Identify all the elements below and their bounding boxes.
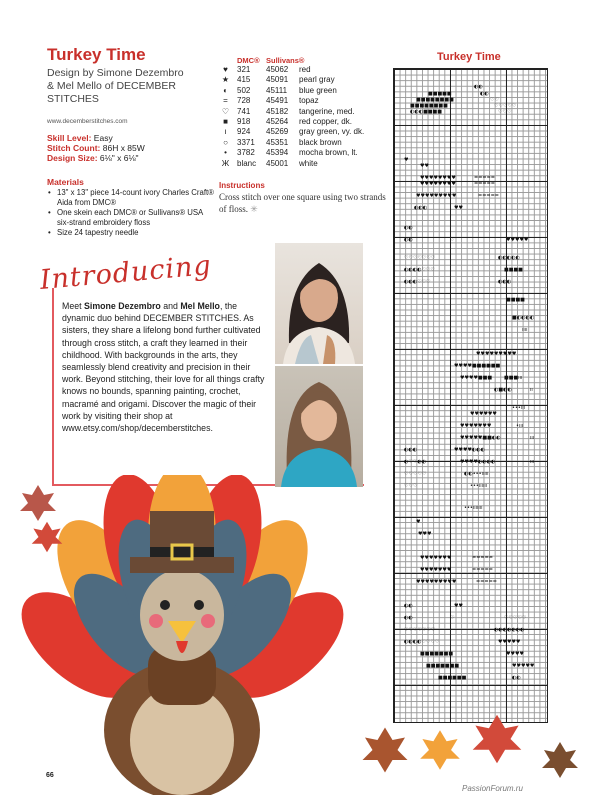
key-sullivans: 45351 — [266, 137, 289, 147]
svg-text:■■■■■■■■: ■■■■■■■■ — [416, 97, 454, 103]
key-color-name: black brown — [299, 137, 342, 147]
key-dmc: 918 — [237, 116, 251, 126]
key-sullivans: 45491 — [266, 96, 289, 106]
leaf-icon — [470, 712, 524, 766]
svg-text:♥♥♥♥♥■■◐◐: ♥♥♥♥♥■■◐◐ — [460, 435, 501, 441]
designer-photo-mel — [275, 366, 363, 487]
key-color-name: red copper, dk. — [299, 116, 352, 126]
key-dmc: 502 — [237, 85, 251, 95]
intro-heading: Introducing — [38, 250, 213, 296]
svg-text:♡♡♡♡♡♡♡: ♡♡♡♡♡♡♡ — [404, 627, 436, 633]
svg-text:♥♥: ♥♥ — [420, 163, 429, 169]
key-row — [214, 138, 364, 148]
svg-text:♥♥♥♥♥: ♥♥♥♥♥ — [498, 639, 521, 645]
designer-website: www.decemberstitches.com — [47, 118, 128, 125]
svg-text:•••ııııııı: •••ııııııı — [464, 505, 483, 511]
key-symbol: ○ — [223, 137, 228, 147]
key-sullivans: 45091 — [266, 75, 289, 85]
svg-text:◐◐: ◐◐ — [404, 615, 413, 621]
key-color-name: blue green — [299, 85, 337, 95]
key-dmc: 415 — [237, 75, 251, 85]
svg-text:♡♡: ♡♡ — [490, 97, 499, 103]
key-row — [214, 107, 364, 117]
color-key — [214, 65, 364, 169]
svg-text:♡♡♡♡♡: ♡♡♡♡♡ — [504, 615, 527, 621]
designer-line-3: STITCHES — [47, 93, 99, 105]
svg-text:♥♥♥♥♥♥♥♥: ♥♥♥♥♥♥♥♥ — [420, 181, 456, 187]
portrait-2-image — [275, 366, 363, 487]
svg-text:♥♥♥♥♥♥: ♥♥♥♥♥♥ — [470, 411, 497, 417]
stitch-chart-symbols — [394, 69, 547, 722]
key-row — [214, 159, 364, 169]
key-symbol: • — [224, 148, 227, 158]
svg-text:ııı: ııı — [530, 459, 535, 465]
svg-text:◐◐◐◐◐: ◐◐◐◐◐ — [498, 255, 520, 261]
svg-text:♥♥: ♥♥ — [454, 603, 463, 609]
intro-text: Meet Simone Dezembro and Mel Mello, the dynamic duo behind DECEMBER STITCHES. As sisters, they share a lifelong bond further cultivated through cross stitch, a craft they learned in their childhood. With backgrounds in the arts, they seamlessly blend creativity and precision in their work. Beyond stitching, their love for all things crafty knows no bounds, spanning painting, crochet, macramé and origami. Discover the magic of their work by visiting their shop at www.etsy.com/shop/decemberstitches. — [62, 301, 265, 434]
svg-text:♥♥♥♥■■■: ♥♥♥♥■■■ — [460, 375, 493, 381]
key-color-name: topaz — [299, 96, 319, 106]
key-symbol: ★ — [221, 75, 230, 85]
svg-text:◐◐◐◐◐◐◐: ◐◐◐◐◐◐◐ — [494, 627, 525, 633]
svg-text:ıııı: ıııı — [522, 327, 528, 333]
svg-text:♥♥♥♥♥♥♥♥♥: ♥♥♥♥♥♥♥♥♥ — [416, 193, 457, 199]
svg-text:♡♡♡♡♡♡♡: ♡♡♡♡♡♡♡ — [404, 255, 436, 261]
leaf-icon — [18, 483, 58, 523]
key-symbol: ◐ — [223, 85, 228, 95]
svg-text:◐♡♡◐◐: ◐♡♡◐◐ — [404, 459, 427, 465]
svg-text:◐◐: ◐◐ — [512, 675, 521, 681]
stitch-chart-grid — [393, 68, 548, 723]
key-color-name: mocha brown, lt. — [299, 148, 358, 158]
svg-text:■■■■■■■: ■■■■■■■ — [426, 663, 460, 669]
stitch-count: Stitch Count: 86H x 85W — [47, 143, 145, 153]
hat-band — [150, 547, 214, 557]
key-row — [214, 148, 364, 158]
key-dmc: 924 — [237, 127, 251, 137]
svg-text:♥♥♥♥♥♥♥: ♥♥♥♥♥♥♥ — [420, 567, 452, 573]
svg-text:◐◐: ◐◐ — [404, 603, 413, 609]
key-symbol: Ж — [221, 158, 230, 168]
svg-text:•••ıııııı: •••ıııııı — [470, 483, 488, 489]
right-eye — [194, 600, 204, 610]
svg-text:=====: ===== — [478, 193, 499, 199]
svg-text:=====: ===== — [474, 181, 495, 187]
svg-text:ııı: ııı — [530, 435, 535, 441]
svg-text:♡♡♡: ♡♡♡ — [498, 109, 512, 115]
svg-text:♡: ♡ — [450, 615, 455, 621]
key-symbol: ♡ — [221, 106, 230, 116]
key-row — [214, 75, 364, 85]
key-heading-dmc: DMC® — [237, 56, 260, 65]
svg-text:♥♥♥: ♥♥♥ — [418, 531, 432, 537]
svg-text:◐◐: ◐◐ — [480, 91, 489, 97]
svg-text:♡♡♡♡♡: ♡♡♡♡♡ — [404, 471, 427, 477]
svg-text:•ııı: •ııı — [516, 423, 524, 429]
svg-text:◐◐•••ııııı: ◐◐•••ııııı — [464, 471, 489, 477]
svg-text:=====: ===== — [472, 555, 493, 561]
key-color-name: red — [299, 65, 311, 74]
leaf-icon — [30, 520, 64, 554]
svg-text:■■■■■■: ■■■■■■ — [438, 675, 467, 681]
key-sullivans: 45111 — [266, 85, 288, 95]
key-color-name: gray green, vy. dk. — [299, 127, 365, 137]
key-row — [214, 65, 364, 75]
svg-text:■■■■■■■: ■■■■■■■ — [420, 651, 454, 657]
left-cheek — [149, 614, 163, 628]
key-symbol: ♥ — [223, 65, 228, 74]
svg-text:◐◐: ◐◐ — [474, 84, 483, 90]
key-symbol: = — [223, 96, 228, 106]
key-dmc: blanc — [237, 158, 257, 168]
key-sullivans: 45264 — [266, 116, 289, 126]
svg-text:◐◐: ◐◐ — [404, 237, 413, 243]
key-sullivans: 45001 — [266, 158, 289, 168]
key-dmc: 3782 — [237, 148, 255, 158]
watermark: PassionForum.ru — [462, 784, 523, 793]
key-sullivans: 45182 — [266, 106, 289, 116]
skill-level: Skill Level: Easy — [47, 133, 113, 143]
svg-text:◐◐◐♡♡♡: ◐◐◐♡♡♡ — [404, 279, 431, 285]
svg-text:◐■◐◐: ◐■◐◐ — [494, 387, 512, 393]
key-dmc: 728 — [237, 96, 251, 106]
svg-text:◐◐◐◐♡♡♡: ◐◐◐◐♡♡♡ — [404, 267, 435, 273]
designer-line-2: & Mel Mello of DECEMBER — [47, 80, 176, 92]
leaf-icon — [540, 740, 580, 780]
svg-text:♥♥♥♥◐◐◐◐: ♥♥♥♥◐◐◐◐ — [460, 459, 496, 465]
svg-text:♥♥: ♥♥ — [454, 205, 463, 211]
left-eye — [160, 600, 170, 610]
materials-heading: Materials — [47, 177, 84, 187]
svg-text:■■■ııı: ■■■ııı — [504, 375, 523, 381]
svg-text:■■■■: ■■■■ — [504, 267, 523, 273]
material-item: • 13" x 13" piece 14-count ivory Charles Craft® Aida from DMC® — [47, 188, 217, 208]
needle-icon: ✳ — [250, 204, 258, 214]
key-color-name: pearl gray — [299, 75, 335, 85]
leaf-icon — [360, 725, 410, 775]
key-dmc: 741 — [237, 106, 251, 116]
svg-text:•••ııı: •••ııı — [512, 405, 526, 411]
materials-list — [47, 188, 217, 238]
instructions-text: Cross stitch over one square using two strands of floss. ✳ — [219, 192, 386, 214]
svg-text:=====: ===== — [476, 579, 497, 585]
leaf-icon — [418, 728, 462, 772]
material-item: • One skein each DMC® or Sullivans® USA six-strand embroidery floss — [47, 208, 217, 228]
key-color-name: tangerine, med. — [299, 106, 355, 116]
key-row — [214, 96, 364, 106]
svg-text:♥♥♥♥■■■■■■: ♥♥♥♥■■■■■■ — [454, 363, 501, 369]
svg-text:◐◐◐■■■■: ◐◐◐■■■■ — [410, 109, 442, 115]
key-row — [214, 86, 364, 96]
chart-title: Turkey Time — [437, 51, 501, 63]
svg-text:♥♥♥♥♥♥♥: ♥♥♥♥♥♥♥ — [460, 423, 492, 429]
svg-text:=====: ===== — [472, 567, 493, 573]
svg-text:■■■■: ■■■■ — [506, 297, 525, 303]
key-color-name: white — [299, 158, 318, 168]
key-dmc: 321 — [237, 65, 251, 74]
svg-text:◐◐◐◐♡♡♡♡: ◐◐◐◐♡♡♡♡ — [404, 639, 440, 645]
svg-text:♥: ♥ — [404, 157, 409, 163]
key-sullivans: 45269 — [266, 127, 289, 137]
svg-text:=====: ===== — [474, 175, 495, 181]
designer-photo-simone — [275, 243, 363, 364]
svg-text:♥♥♥♥♥: ♥♥♥♥♥ — [512, 663, 535, 669]
svg-text:■■■■■: ■■■■■ — [428, 91, 452, 97]
svg-text:♥♥♥♥♥♥♥♥♥: ♥♥♥♥♥♥♥♥♥ — [476, 351, 517, 357]
svg-text:♥♥♥♥♥♥♥♥: ♥♥♥♥♥♥♥♥ — [420, 175, 456, 181]
svg-text:♡♡♡: ♡♡♡ — [404, 483, 418, 489]
key-heading-sullivans: Sullivans® — [266, 56, 305, 65]
page-number: 66 — [46, 772, 54, 779]
svg-text:♥♥♥♥♥♥♥♥♥: ♥♥♥♥♥♥♥♥♥ — [416, 579, 457, 585]
svg-text:♥♥♥♥◐◐◐: ♥♥♥♥◐◐◐ — [454, 447, 486, 453]
svg-text:◐◐: ◐◐ — [404, 225, 413, 231]
svg-text:◐◐◐: ◐◐◐ — [404, 447, 418, 453]
svg-text:♡♡♡♡♡: ♡♡♡♡♡ — [494, 103, 517, 109]
svg-text:♡: ♡ — [450, 237, 455, 243]
svg-text:♥♥♥♥♥♥♥: ♥♥♥♥♥♥♥ — [420, 555, 452, 561]
right-cheek — [201, 614, 215, 628]
svg-text:◐◐◐: ◐◐◐ — [498, 279, 512, 285]
svg-text:ıı: ıı — [530, 387, 533, 393]
key-row — [214, 127, 364, 137]
key-sullivans: 45394 — [266, 148, 289, 158]
instructions-heading: Instructions — [219, 181, 265, 190]
key-symbol: ı — [224, 127, 227, 137]
svg-text:◐◐◐: ◐◐◐ — [414, 205, 428, 211]
design-size: Design Size: 6⅛" x 6⅛" — [47, 153, 139, 163]
portrait-1-image — [275, 243, 363, 364]
material-item: • Size 24 tapestry needle — [47, 228, 217, 238]
svg-text:♥♥♥♥: ♥♥♥♥ — [506, 651, 524, 657]
key-row — [214, 117, 364, 127]
svg-text:♥♥♥♥♥: ♥♥♥♥♥ — [506, 237, 529, 243]
svg-text:■◐◐◐◐: ■◐◐◐◐ — [512, 315, 535, 321]
svg-text:♥: ♥ — [416, 519, 421, 525]
designer-line-1: Design by Simone Dezembro — [47, 67, 184, 79]
key-sullivans: 45062 — [266, 65, 289, 74]
key-symbol: ■ — [223, 116, 228, 126]
pattern-title: Turkey Time — [47, 45, 146, 64]
key-dmc: 3371 — [237, 137, 255, 147]
svg-text:■■■■■■■■: ■■■■■■■■ — [410, 103, 448, 109]
